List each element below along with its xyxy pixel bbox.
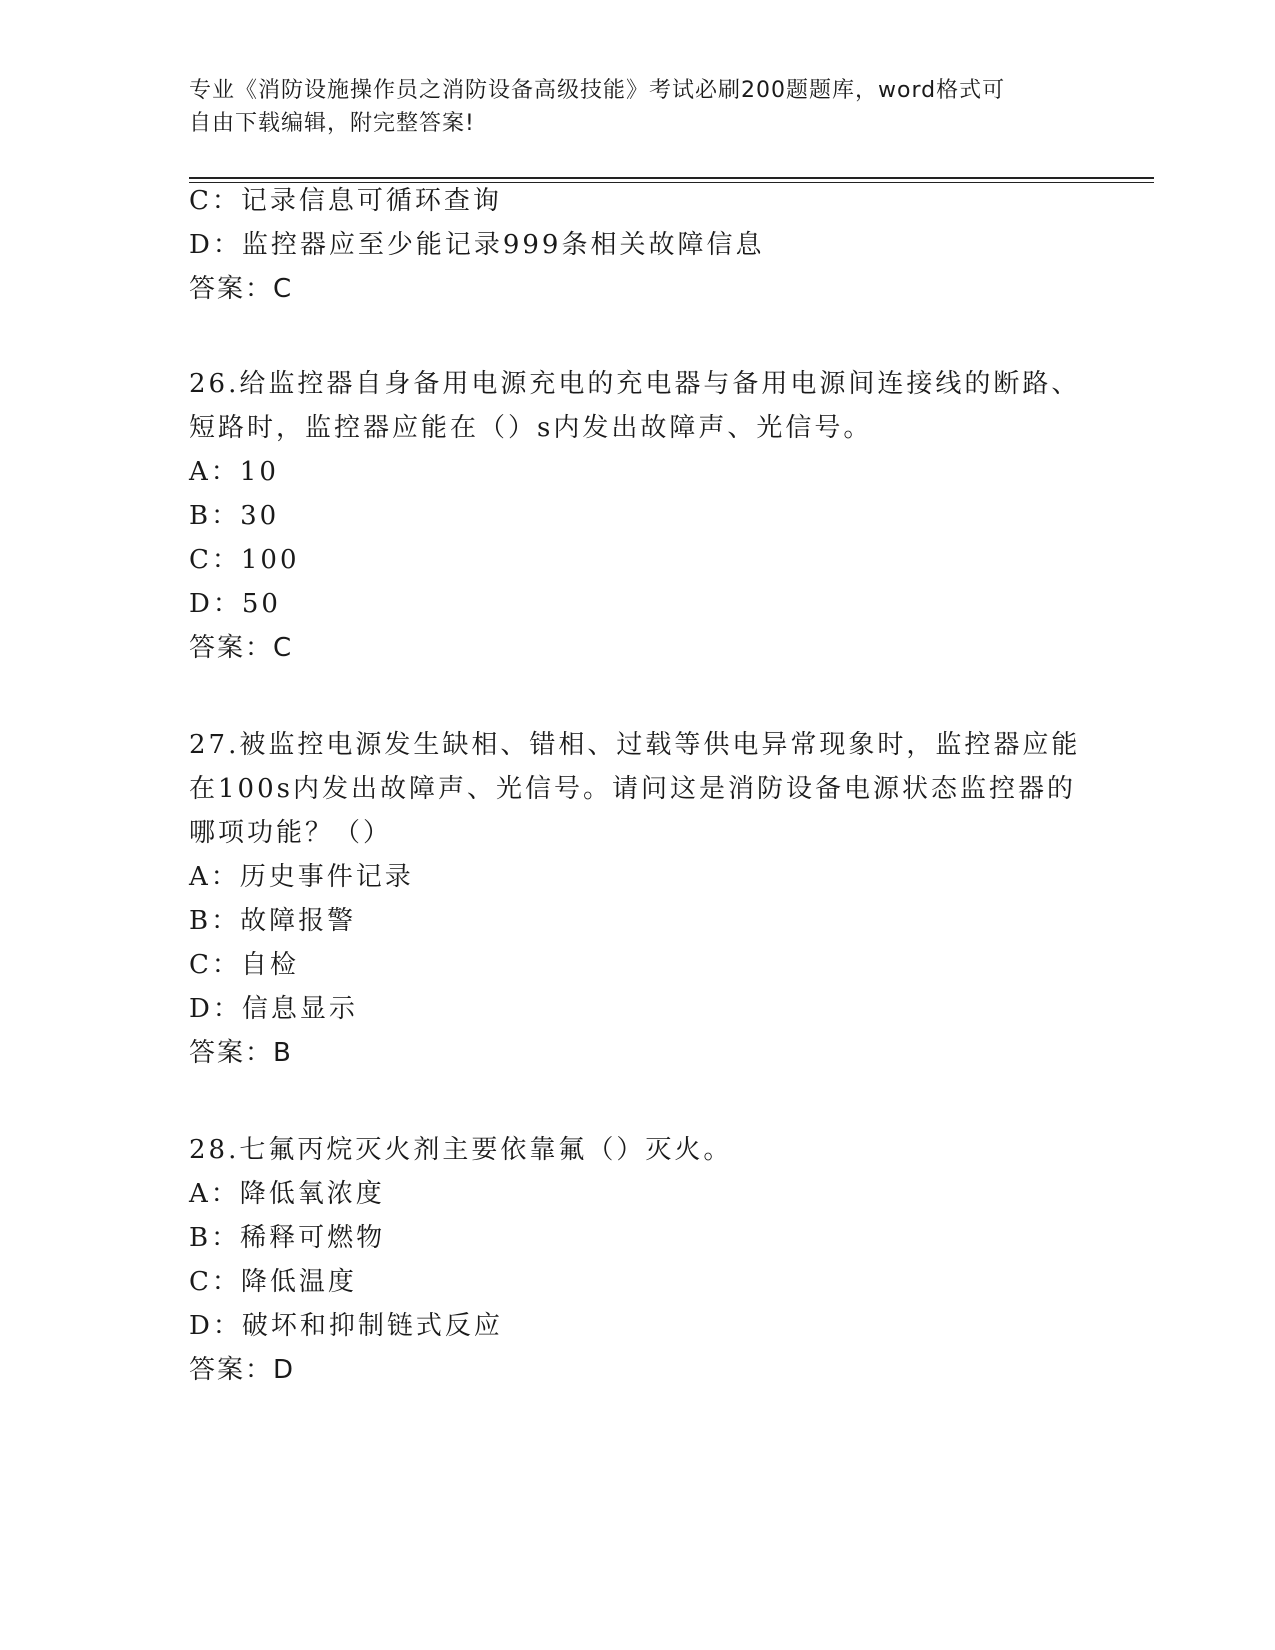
q27-option-a: A：历史事件记录 <box>189 862 414 892</box>
q27-stem-line3: 哪项功能？（） <box>189 818 393 848</box>
q27-stem-line2: 在100s内发出故障声、光信号。请问这是消防设备电源状态监控器的 <box>189 774 1076 804</box>
page-header <box>189 74 1069 140</box>
q27-stem-line1: 27.被监控电源发生缺相、错相、过载等供电异常现象时，监控器应能 <box>189 730 1081 760</box>
q28-stem-line1: 28.七氟丙烷灭火剂主要依靠氟（）灭火。 <box>189 1135 733 1165</box>
q26-stem-line1: 26.给监控器自身备用电源充电的充电器与备用电源间连接线的断路、 <box>189 369 1081 399</box>
q27-option-c: C：自检 <box>189 950 299 980</box>
q26-option-a: A：10 <box>189 457 279 487</box>
q26-option-b: B：30 <box>189 501 280 531</box>
q26-stem-line2: 短路时，监控器应能在（）s内发出故障声、光信号。 <box>189 413 873 443</box>
q27-answer: 答案：B <box>189 1038 293 1068</box>
q25-answer: 答案：C <box>189 274 294 304</box>
q27-option-b: B：故障报警 <box>189 906 357 936</box>
q25-option-d: D：监控器应至少能记录999条相关故障信息 <box>189 230 765 260</box>
q28-option-d: D：破坏和抑制链式反应 <box>189 1311 503 1341</box>
q26-option-d: D：50 <box>189 589 281 619</box>
q28-option-c: C：降低温度 <box>189 1267 357 1297</box>
header-title-line1: 专业《消防设施操作员之消防设备高级技能》考试必刷200题题库，word格式可 <box>189 78 1006 103</box>
q28-option-a: A：降低氧浓度 <box>189 1179 385 1209</box>
header-divider-thin <box>189 182 1154 183</box>
q28-option-b: B：稀释可燃物 <box>189 1223 386 1253</box>
q26-option-c: C：100 <box>189 545 300 575</box>
header-title-line2: 自由下载编辑，附完整答案! <box>189 111 475 136</box>
q26-answer: 答案：C <box>189 633 294 663</box>
q25-option-c: C：记录信息可循环查询 <box>189 186 502 216</box>
q28-answer: 答案：D <box>189 1355 296 1385</box>
q27-option-d: D：信息显示 <box>189 994 358 1024</box>
header-divider-thick <box>189 177 1154 179</box>
